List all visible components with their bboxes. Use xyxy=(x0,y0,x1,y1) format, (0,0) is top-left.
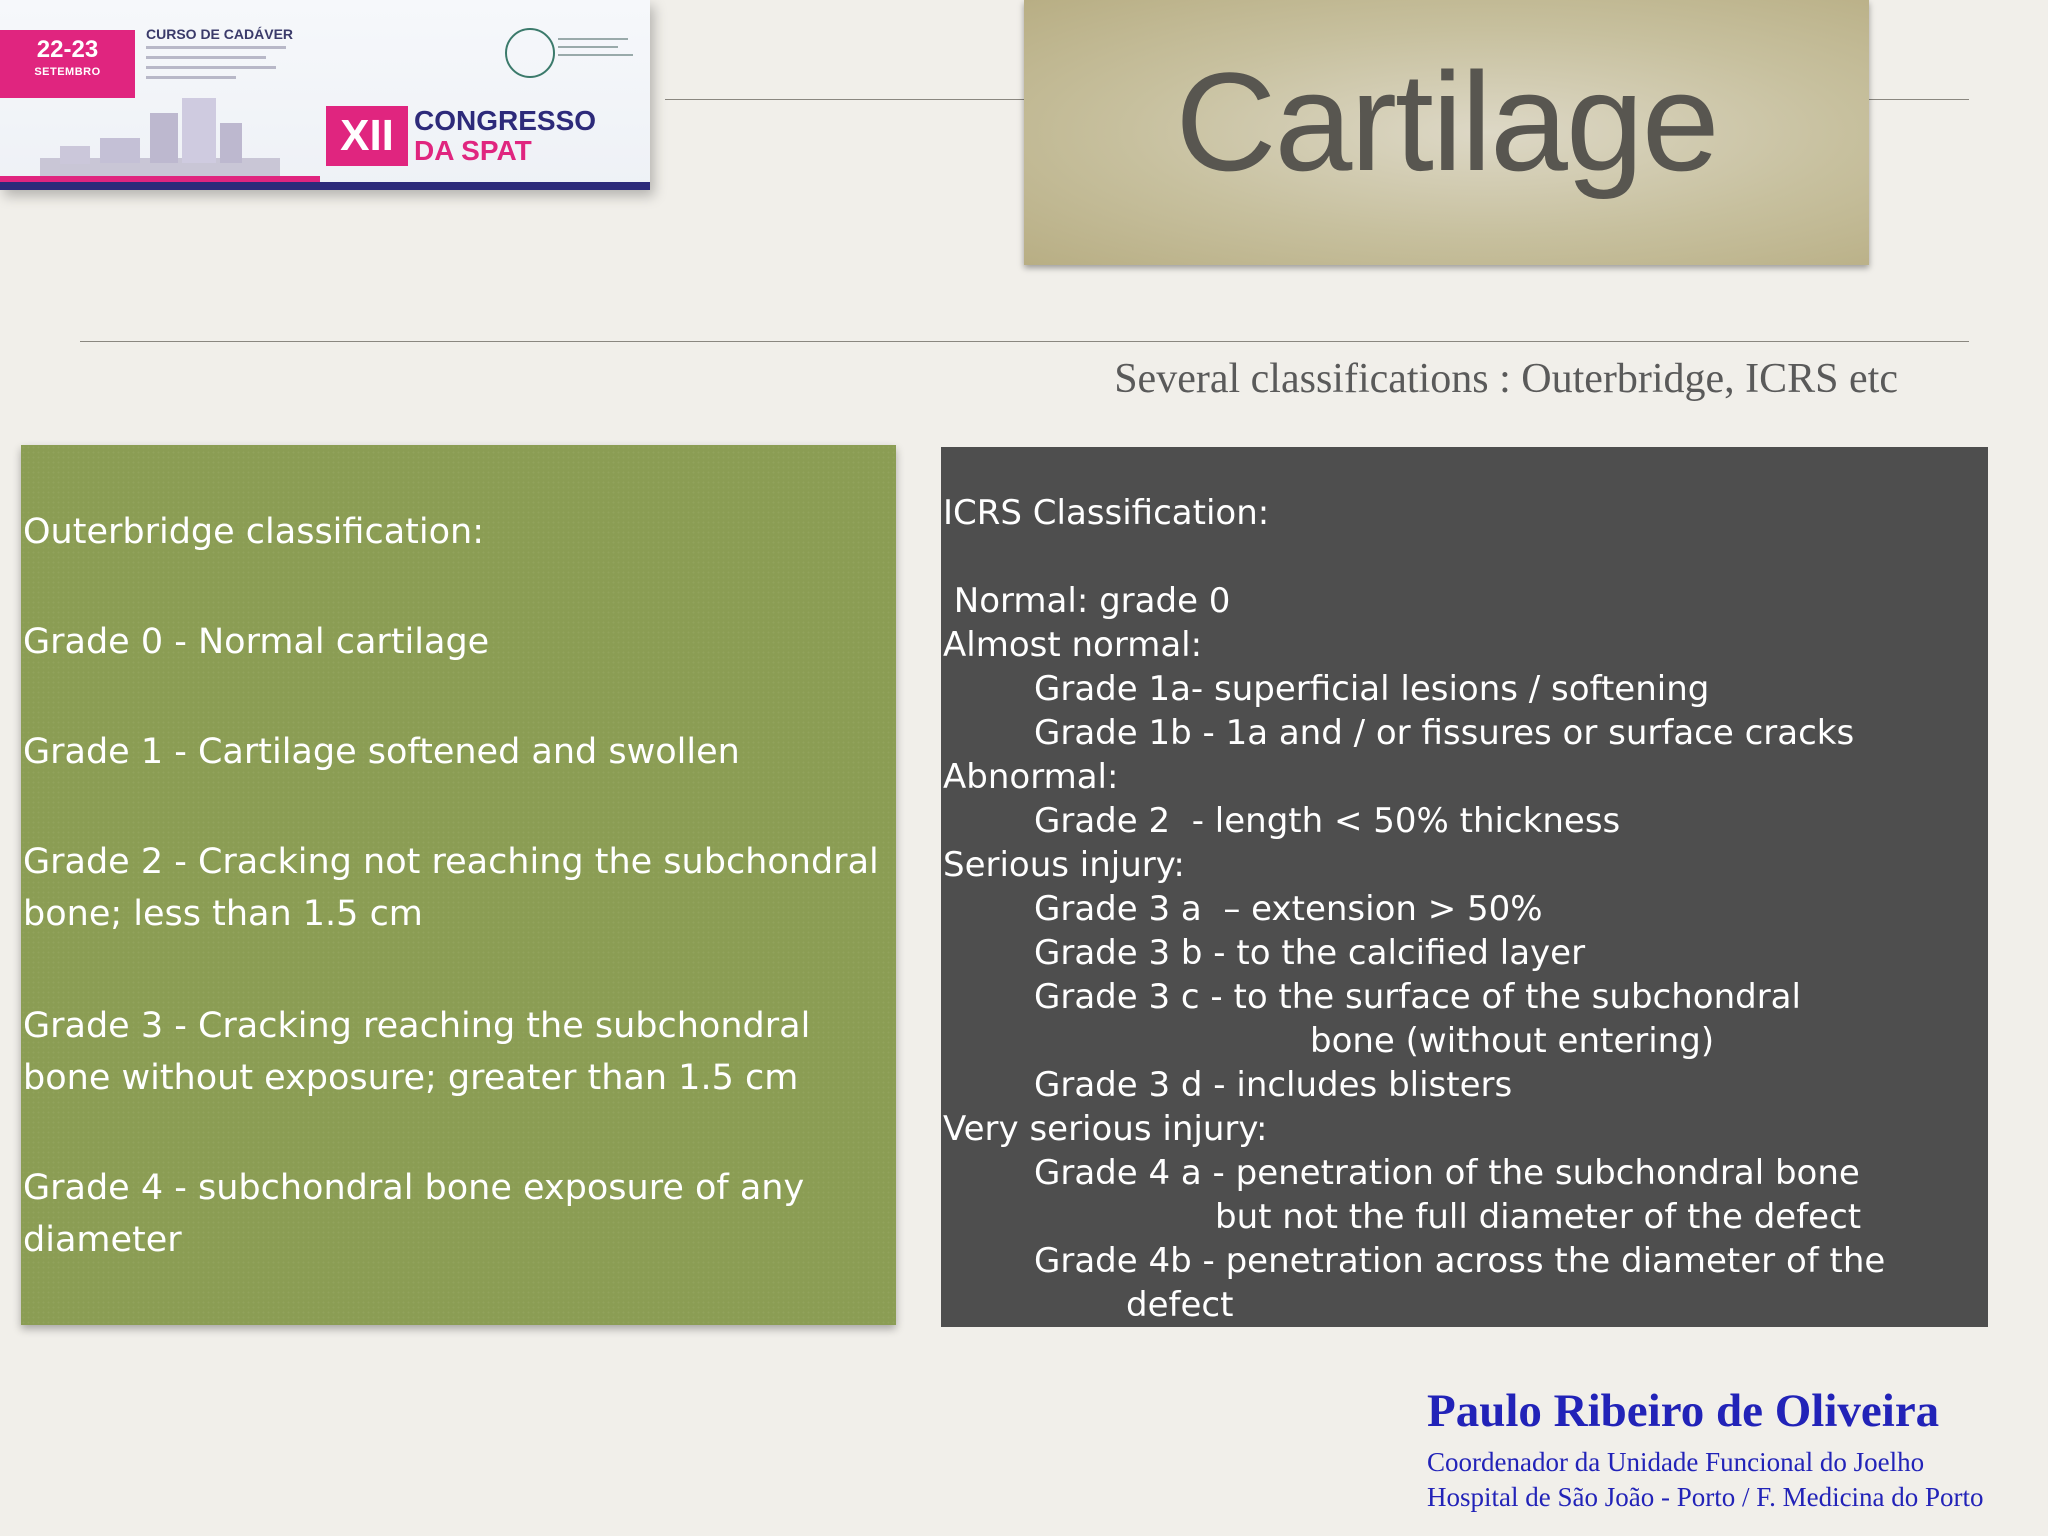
congress-line-1: CONGRESSO xyxy=(414,105,597,136)
icrs-line: Grade 3 d - includes blisters xyxy=(1034,1065,1513,1105)
icrs-heading: ICRS Classification: xyxy=(943,493,1270,533)
icrs-line: but not the full diameter of the defect xyxy=(1215,1197,1862,1237)
icrs-line: Very serious injury: xyxy=(943,1109,1268,1149)
outerbridge-panel xyxy=(21,445,896,1325)
outerbridge-grade-4: Grade 4 - subchondral bone exposure of any diameter xyxy=(23,1168,805,1260)
icrs-line: Almost normal: xyxy=(943,625,1203,665)
slide-title: Cartilage xyxy=(1175,43,1718,200)
slide-subtitle: Several classifications : Outerbridge, ICRS etc xyxy=(1114,356,1898,402)
icrs-line: Grade 1a- superficial lesions / softening xyxy=(1034,669,1710,709)
outerbridge-grade-1: Grade 1 - Cartilage softened and swollen xyxy=(23,732,740,772)
title-rule-left xyxy=(665,99,1025,100)
icrs-line: Grade 4b - penetration across the diameter of the xyxy=(1034,1241,1886,1281)
banner-footer-bar xyxy=(0,182,650,190)
castle-illustration xyxy=(40,88,280,178)
icrs-line: Grade 3 b - to the calcified layer xyxy=(1034,933,1586,973)
icrs-panel xyxy=(941,447,1988,1327)
icrs-line: Grade 3 a – extension > 50% xyxy=(1034,889,1543,929)
header-divider xyxy=(80,341,1969,342)
icrs-line: Grade 1b - 1a and / or fissures or surface cracks xyxy=(1034,713,1855,753)
congress-number-badge: XII xyxy=(326,106,408,166)
outerbridge-grade-3: Grade 3 - Cracking reaching the subchondral bone without exposure; greater than 1.5 cm xyxy=(23,1006,811,1098)
icrs-line: Grade 4 a - penetration of the subchondral bone xyxy=(1034,1153,1860,1193)
society-seal-icon xyxy=(505,28,555,78)
title-plaque xyxy=(1024,0,1869,265)
congress-title xyxy=(414,106,596,166)
icrs-line: Grade 2 - length < 50% thickness xyxy=(1034,801,1621,841)
outerbridge-heading: Outerbridge classification: xyxy=(23,512,484,552)
congress-line-2: DA SPAT xyxy=(414,135,532,166)
conference-banner xyxy=(0,0,650,190)
course-title: CURSO DE CADÁVER xyxy=(146,26,294,42)
author-institution: Hospital de São João - Porto / F. Medicina do Porto xyxy=(1427,1482,1984,1512)
icrs-line: Abnormal: xyxy=(943,757,1119,797)
title-rule-right xyxy=(1869,99,1969,100)
author-role: Coordenador da Unidade Funcional do Joelho xyxy=(1427,1447,1925,1477)
author-name: Paulo Ribeiro de Oliveira xyxy=(1427,1385,1940,1437)
outerbridge-grade-2: Grade 2 - Cracking not reaching the subchondral bone; less than 1.5 cm xyxy=(23,842,879,934)
icrs-line: Normal: grade 0 xyxy=(943,581,1231,621)
society-name-lines xyxy=(558,38,638,62)
banner-fine-print xyxy=(146,46,296,86)
outerbridge-grade-0: Grade 0 - Normal cartilage xyxy=(23,622,490,662)
icrs-line: Grade 3 c - to the surface of the subchondral xyxy=(1034,977,1801,1017)
date-month: SETEMBRO xyxy=(34,66,101,78)
date-days: 22-23 xyxy=(36,36,99,63)
icrs-line: Serious injury: xyxy=(943,845,1185,885)
icrs-line: defect xyxy=(1126,1285,1234,1325)
icrs-line: bone (without entering) xyxy=(1310,1021,1715,1061)
